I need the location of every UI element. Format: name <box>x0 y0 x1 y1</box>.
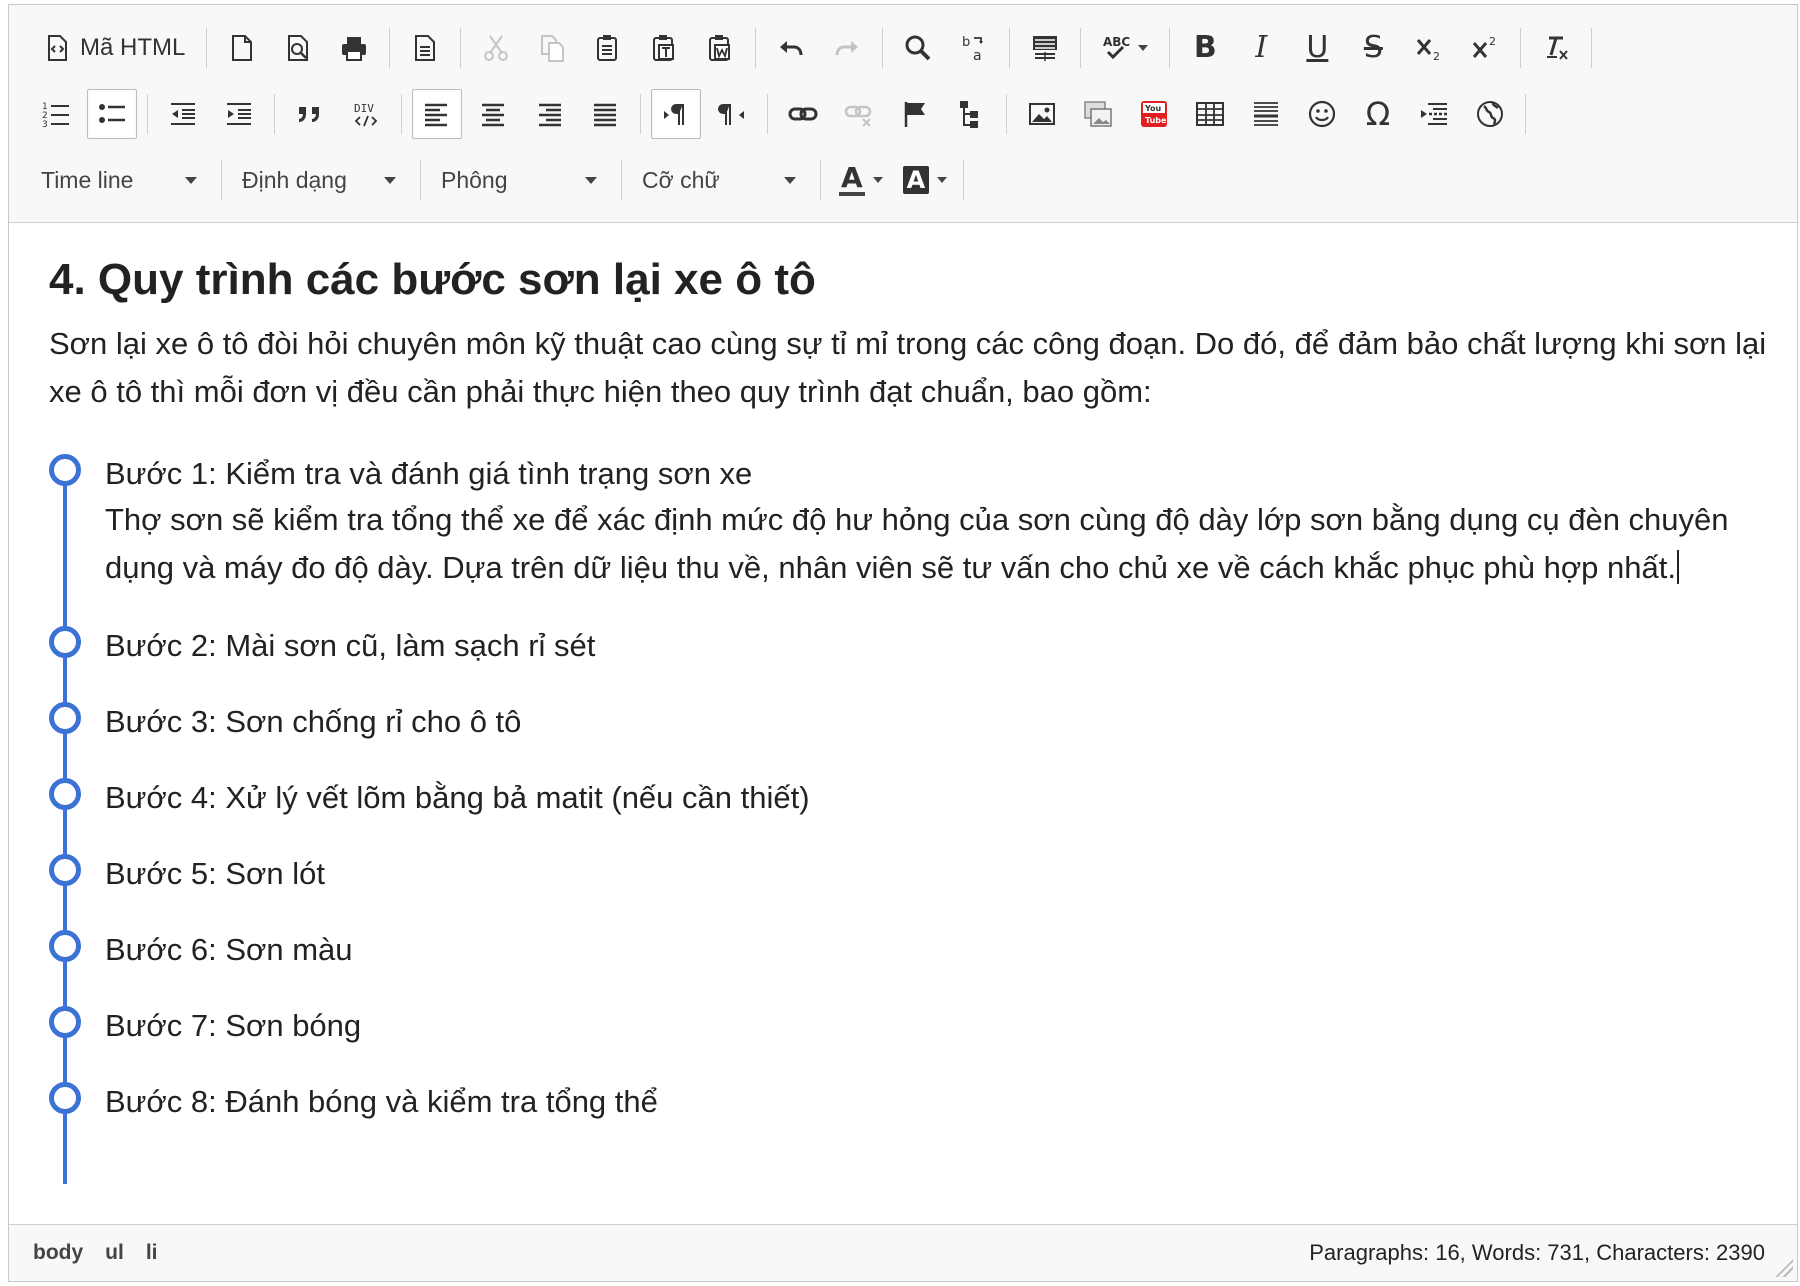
bold-button[interactable] <box>1180 23 1230 73</box>
superscript-icon <box>1470 33 1500 63</box>
strikethrough-button[interactable] <box>1348 23 1398 73</box>
toolbar-separator <box>420 160 421 200</box>
timeline-style-label: Time line <box>41 166 134 193</box>
font-dropdown[interactable] <box>431 155 609 205</box>
paste-icon <box>593 33 623 63</box>
timeline-item-title: Bước 6: Sơn màu <box>105 932 353 967</box>
spellcheck-dropdown[interactable] <box>1091 23 1159 73</box>
toolbar-row-3 <box>31 151 974 209</box>
increase-indent-button[interactable] <box>214 89 264 139</box>
spellcheck-icon <box>1102 33 1132 63</box>
svg-text:ABC: ABC <box>1103 35 1131 49</box>
paste-text-button[interactable] <box>639 23 689 73</box>
horizontal-rule-icon <box>1251 99 1281 129</box>
timeline-style-dropdown[interactable] <box>31 155 209 205</box>
align-justify-button[interactable] <box>580 89 630 139</box>
print-icon <box>339 33 369 63</box>
paste-button[interactable] <box>583 23 633 73</box>
increase-indent-icon <box>224 99 254 129</box>
table-button[interactable] <box>1185 89 1235 139</box>
align-right-icon <box>534 99 564 129</box>
format-dropdown[interactable] <box>232 155 408 205</box>
timeline-item-title: Bước 3: Sơn chống rỉ cho ô tô <box>105 704 522 739</box>
timeline-dot-icon <box>49 930 81 962</box>
toolbar-separator <box>1080 28 1081 68</box>
anchor-button[interactable] <box>890 89 940 139</box>
subscript-icon <box>1414 33 1444 63</box>
numbered-list-button[interactable] <box>31 89 81 139</box>
bulleted-list-icon <box>97 99 127 129</box>
toolbar-separator <box>640 94 641 134</box>
section-heading: 4. Quy trình các bước sơn lại xe ô tô <box>49 255 816 304</box>
copy-button[interactable] <box>527 23 577 73</box>
copy-icon <box>537 33 567 63</box>
chevron-down-icon <box>585 177 597 184</box>
bold-icon: B <box>1193 30 1217 65</box>
templates-icon <box>410 33 440 63</box>
preview-button[interactable] <box>273 23 323 73</box>
timeline-item-step-4[interactable] <box>49 776 1769 820</box>
toolbar-row-1 <box>31 19 1602 77</box>
timeline-dot-icon <box>49 854 81 886</box>
paste-text-icon <box>649 33 679 63</box>
rtl-paragraph-icon <box>717 99 747 129</box>
sitemap-icon <box>956 99 986 129</box>
align-center-icon <box>478 99 508 129</box>
rich-text-editor <box>8 4 1798 1282</box>
timeline-item-step-6[interactable] <box>49 928 1769 972</box>
svg-text:a: a <box>973 48 982 63</box>
toolbar-separator <box>621 160 622 200</box>
unlink-button[interactable] <box>834 89 884 139</box>
link-button[interactable] <box>778 89 828 139</box>
strikethrough-icon: S <box>1363 30 1383 65</box>
underline-button[interactable] <box>1292 23 1342 73</box>
flag-icon <box>900 99 930 129</box>
toolbar-separator <box>1169 28 1170 68</box>
find-icon <box>903 33 933 63</box>
timeline-item-title: Bước 1: Kiểm tra và đánh giá tình trạng sơn xe <box>105 456 753 491</box>
source-code-icon <box>42 33 72 63</box>
font-size-dropdown[interactable] <box>632 155 808 205</box>
svg-text:2: 2 <box>1489 35 1497 48</box>
word-count: Paragraphs: 16, Words: 731, Characters: 2390 <box>1309 1240 1765 1265</box>
special-char-button[interactable] <box>1353 89 1403 139</box>
toolbar-separator <box>221 160 222 200</box>
chevron-down-icon <box>1138 45 1148 51</box>
font-label: Phông <box>441 166 508 193</box>
chevron-down-icon <box>937 177 947 183</box>
svg-text:Tube: Tube <box>1145 116 1167 125</box>
svg-text:3: 3 <box>42 120 48 129</box>
ltr-paragraph-icon <box>661 99 691 129</box>
timeline-item-step-3[interactable] <box>49 700 1769 744</box>
undo-icon <box>776 33 806 63</box>
toolbar-row-2 <box>31 85 1536 143</box>
timeline-item-step-2[interactable] <box>49 624 1769 668</box>
timeline-item-step-5[interactable] <box>49 852 1769 896</box>
timeline-item-title: Bước 8: Đánh bóng và kiểm tra tổng thể <box>105 1084 658 1119</box>
toolbar-separator <box>963 160 964 200</box>
new-page-button[interactable] <box>217 23 267 73</box>
background-color-button[interactable] <box>895 155 956 205</box>
timeline-dot-icon <box>49 702 81 734</box>
create-div-button[interactable] <box>341 89 391 139</box>
toolbar-separator <box>1009 28 1010 68</box>
timeline-dot-icon <box>49 1006 81 1038</box>
page-break-icon <box>1419 99 1449 129</box>
element-path-ul[interactable]: ul <box>105 1241 124 1264</box>
timeline-item-title: Bước 2: Mài sơn cũ, làm sạch rỉ sét <box>105 628 596 663</box>
element-path-li[interactable]: li <box>145 1241 158 1264</box>
globe-icon <box>1475 99 1505 129</box>
replace-button[interactable] <box>949 23 999 73</box>
align-right-button[interactable] <box>524 89 574 139</box>
new-page-icon <box>227 33 257 63</box>
toolbar-separator <box>401 94 402 134</box>
cut-button[interactable] <box>471 23 521 73</box>
redo-icon <box>832 33 862 63</box>
youtube-icon <box>1139 99 1169 129</box>
svg-text:You: You <box>1145 104 1162 113</box>
svg-text:1: 1 <box>42 102 48 112</box>
text-direction-rtl-button[interactable] <box>707 89 757 139</box>
replace-icon <box>959 33 989 63</box>
toolbar-separator <box>767 94 768 134</box>
timeline-item-title: Bước 7: Sơn bóng <box>105 1008 362 1043</box>
toolbar-separator <box>147 94 148 134</box>
bulleted-list-button[interactable] <box>87 89 137 139</box>
paste-word-button[interactable] <box>695 23 745 73</box>
undo-button[interactable] <box>766 23 816 73</box>
toolbar-separator <box>755 28 756 68</box>
timeline-item-title: Bước 4: Xử lý vết lõm bằng bả matit (nếu cần thiết) <box>105 780 810 815</box>
timeline-item-step-8[interactable] <box>49 1080 1769 1124</box>
text-color-icon: A <box>841 161 863 194</box>
print-button[interactable] <box>329 23 379 73</box>
horizontal-rule-button[interactable] <box>1241 89 1291 139</box>
chevron-down-icon <box>185 177 197 184</box>
toolbar-separator <box>460 28 461 68</box>
align-left-button[interactable] <box>412 89 462 139</box>
quote-icon <box>295 99 325 129</box>
superscript-button[interactable] <box>1460 23 1510 73</box>
toolbar-separator <box>206 28 207 68</box>
decrease-indent-button[interactable] <box>158 89 208 139</box>
toolbar-separator <box>1525 94 1526 134</box>
remove-format-button[interactable] <box>1531 23 1581 73</box>
font-size-label: Cỡ chữ <box>642 166 720 193</box>
timeline-dot-icon <box>49 1082 81 1114</box>
align-center-button[interactable] <box>468 89 518 139</box>
smiley-icon <box>1307 99 1337 129</box>
toolbar-separator <box>1591 28 1592 68</box>
timeline-item-step-1[interactable] <box>49 452 1769 592</box>
timeline-dot-icon <box>49 778 81 810</box>
element-path <box>33 1241 180 1265</box>
text-color-button[interactable] <box>831 155 891 205</box>
toolbar-separator <box>1006 94 1007 134</box>
format-label: Định dạng <box>242 166 347 193</box>
chevron-down-icon <box>384 177 396 184</box>
text-direction-ltr-button[interactable] <box>651 89 701 139</box>
select-all-icon <box>1030 33 1060 63</box>
chevron-down-icon <box>784 177 796 184</box>
source-button[interactable] <box>31 23 196 73</box>
italic-button[interactable] <box>1236 23 1286 73</box>
div-container-icon <box>351 99 381 129</box>
preview-icon <box>283 33 313 63</box>
toolbar-separator <box>820 160 821 200</box>
timeline-item-step-7[interactable] <box>49 1004 1769 1048</box>
align-justify-icon <box>590 99 620 129</box>
italic-icon: I <box>1255 30 1268 65</box>
select-all-button[interactable] <box>1020 23 1070 73</box>
text-cursor <box>1677 550 1679 584</box>
gallery-icon <box>1083 99 1113 129</box>
toolbar-separator <box>274 94 275 134</box>
remove-format-icon <box>1541 33 1571 63</box>
timeline-dot-icon <box>49 454 81 486</box>
editor-status-bar <box>9 1224 1797 1281</box>
iframe-button[interactable] <box>1465 89 1515 139</box>
timeline-item-body-text: Thợ sơn sẽ kiểm tra tổng thể xe để xác định mức độ hư hỏng của sơn cùng độ dày lớp sơn bằng dụng cụ đèn chuyên dụng và máy đo độ dày. Dựa trên dữ liệu thu về, nhân viên sẽ tư vấn cho chủ xe về cách khắc phục phù hợp nhất. <box>105 502 1729 585</box>
numbered-list-icon <box>41 99 71 129</box>
intro-paragraph: Sơn lại xe ô tô đòi hỏi chuyên môn kỹ thuật cao cùng sự tỉ mỉ trong các công đoạn. Do đó, để đảm bảo chất lượng khi sơn lại xe ô tô thì mỗi đơn vị đều cần phải thực hiện theo quy trình đạt chuẩn, bao gồm: <box>49 326 1767 409</box>
document-body <box>49 224 1769 1156</box>
subscript-button[interactable] <box>1404 23 1454 73</box>
table-icon <box>1195 99 1225 129</box>
timeline-dot-icon <box>49 626 81 658</box>
decrease-indent-icon <box>168 99 198 129</box>
image-icon <box>1027 99 1057 129</box>
background-color-icon: A <box>903 166 930 194</box>
toolbar-separator <box>389 28 390 68</box>
align-left-icon <box>422 99 452 129</box>
image-button[interactable] <box>1017 89 1067 139</box>
page-break-button[interactable] <box>1409 89 1459 139</box>
timeline-list <box>49 452 1769 1124</box>
sitemap-button[interactable] <box>946 89 996 139</box>
youtube-button[interactable] <box>1129 89 1179 139</box>
templates-button[interactable] <box>400 23 450 73</box>
omega-icon: Ω <box>1365 95 1391 133</box>
blockquote-button[interactable] <box>285 89 335 139</box>
unlink-icon <box>844 99 874 129</box>
editor-content-area[interactable] <box>9 224 1797 1224</box>
chevron-down-icon <box>873 177 883 183</box>
redo-button[interactable] <box>822 23 872 73</box>
svg-text:2: 2 <box>1433 50 1441 63</box>
underline-icon: U <box>1306 30 1329 65</box>
smiley-button[interactable] <box>1297 89 1347 139</box>
svg-text:b: b <box>962 35 971 50</box>
toolbar-separator <box>882 28 883 68</box>
paste-word-icon <box>705 33 735 63</box>
element-path-body[interactable]: body <box>33 1241 84 1264</box>
link-icon <box>788 99 818 129</box>
find-button[interactable] <box>893 23 943 73</box>
timeline-item-title: Bước 5: Sơn lót <box>105 856 325 891</box>
editor-toolbar <box>9 5 1797 223</box>
timeline-item-body <box>105 496 1769 592</box>
gallery-button[interactable] <box>1073 89 1123 139</box>
svg-text:DIV: DIV <box>354 102 374 115</box>
source-button-label: Mã HTML <box>80 34 186 61</box>
resize-handle-icon[interactable] <box>1775 1259 1793 1277</box>
svg-text:2: 2 <box>42 111 48 121</box>
toolbar-separator <box>1520 28 1521 68</box>
cut-icon <box>481 33 511 63</box>
